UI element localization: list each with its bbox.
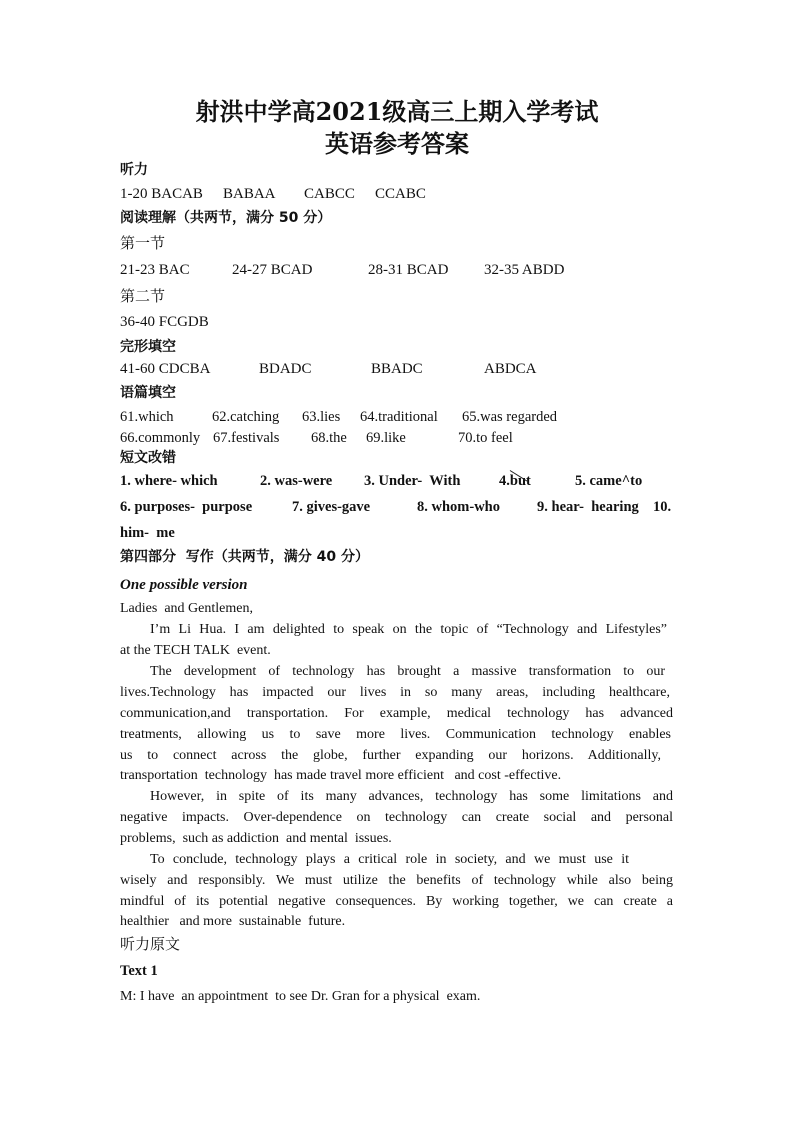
version-label: One possible version	[120, 577, 248, 593]
fill-answer: 66.commonly	[120, 430, 201, 446]
fill-answer: 64.traditional	[360, 409, 438, 425]
fill-answer: 67.festivals	[213, 430, 280, 446]
essay-line: mindful of its potential negative consequences. By working together, we can create a	[120, 894, 673, 909]
listening-heading: 听力	[120, 162, 148, 178]
reading-section1-label: 第一节	[120, 234, 166, 252]
cloze-answer-3: BBADC	[371, 361, 423, 377]
reading-answer-1: 21-23 BAC	[120, 262, 190, 278]
essay-line: lives.Technology has impacted our lives in so many areas, including healthcare,	[120, 685, 670, 700]
correction-item: 10.	[653, 499, 672, 515]
reading-section2-answer: 36-40 FCGDB	[120, 314, 209, 330]
reading-heading: 阅读理解（共两节，满分 50 分）	[120, 210, 332, 226]
listening-answer-1: 1-20 BACAB	[120, 186, 203, 202]
essay-line: at the TECH TALK event.	[120, 643, 271, 658]
reading-section2-label: 第二节	[120, 287, 166, 305]
essay-line: negative impacts. Over-dependence on technology can create social and personal	[120, 810, 673, 825]
correction-item: 1. where- which	[120, 473, 218, 489]
essay-line: treatments, allowing us to save more lives. Communication technology enables	[120, 727, 671, 742]
correction-item: 4.but	[499, 473, 531, 489]
essay-line: healthier and more sustainable future.	[120, 914, 346, 929]
essay-line: communication,and transportation. For example, medical technology has advanced	[120, 706, 673, 721]
error-correction-heading: 短文改错	[120, 450, 176, 466]
fill-answer: 65.was regarded	[462, 409, 558, 425]
text-label: Text 1	[120, 963, 158, 979]
transcript-line: M: I have an appointment to see Dr. Gran for a physical exam.	[120, 989, 481, 1004]
page-subtitle: 英语参考答案	[325, 129, 469, 158]
reading-answer-4: 32-35 ABDD	[484, 262, 565, 278]
correction-item: 6. purposes- purpose	[120, 499, 253, 515]
salutation: Ladies and Gentlemen,	[120, 601, 253, 616]
essay-line: us to connect across the globe, further expanding our horizons. Additionally,	[120, 748, 661, 763]
transcript-heading: 听力原文	[120, 935, 181, 953]
correction-item: 8. whom-who	[417, 499, 500, 515]
listening-answer-4: CCABC	[375, 186, 426, 202]
correction-item: 3. Under- With	[364, 473, 461, 489]
essay-line: I’m Li Hua. I am delighted to speak on the topic of “Technology and Lifestyles”	[150, 622, 667, 637]
cloze-answer-1: 41-60 CDCBA	[120, 361, 211, 377]
reading-answer-3: 28-31 BCAD	[368, 262, 449, 278]
correction-item: 5. came^to	[575, 473, 643, 489]
essay-line: To conclude, technology plays a critical role in society, and we must use it	[150, 852, 629, 867]
fill-answer: 70.to feel	[458, 430, 513, 446]
reading-answer-2: 24-27 BCAD	[232, 262, 313, 278]
listening-answer-2: BABAA	[223, 186, 276, 202]
correction-item: 7. gives-gave	[292, 499, 371, 515]
cloze-answer-4: ABDCA	[484, 361, 537, 377]
fill-answer: 62.catching	[212, 409, 280, 425]
page-title: 射洪中学高2021级高三上期入学考试	[195, 97, 599, 126]
fill-answer: 68.the	[311, 430, 347, 446]
correction-item: 9. hear- hearing	[537, 499, 639, 515]
essay-line: However, in spite of its many advances, technology has some limitations and	[150, 789, 673, 804]
fill-answer: 63.lies	[302, 409, 341, 425]
cloze-answer-2: BDADC	[259, 361, 312, 377]
correction-item: 2. was-were	[260, 473, 333, 489]
listening-answer-3: CABCC	[304, 186, 355, 202]
cloze-heading: 完形填空	[120, 339, 176, 355]
fill-answer: 61.which	[120, 409, 174, 425]
grammar-fill-heading: 语篇填空	[120, 385, 176, 401]
fill-answer: 69.like	[366, 430, 406, 446]
essay-line: The development of technology has brought a massive transformation to our	[150, 664, 665, 679]
essay-line: transportation technology has made travel more efficient and cost -effective.	[120, 768, 562, 783]
correction-item: him- me	[120, 525, 175, 541]
essay-line: wisely and responsibly. We must utilize the benefits of technology while also being	[120, 873, 673, 888]
essay-line: problems, such as addiction and mental issues.	[120, 831, 392, 846]
writing-heading: 第四部分 写作（共两节，满分 40 分）	[120, 549, 369, 565]
